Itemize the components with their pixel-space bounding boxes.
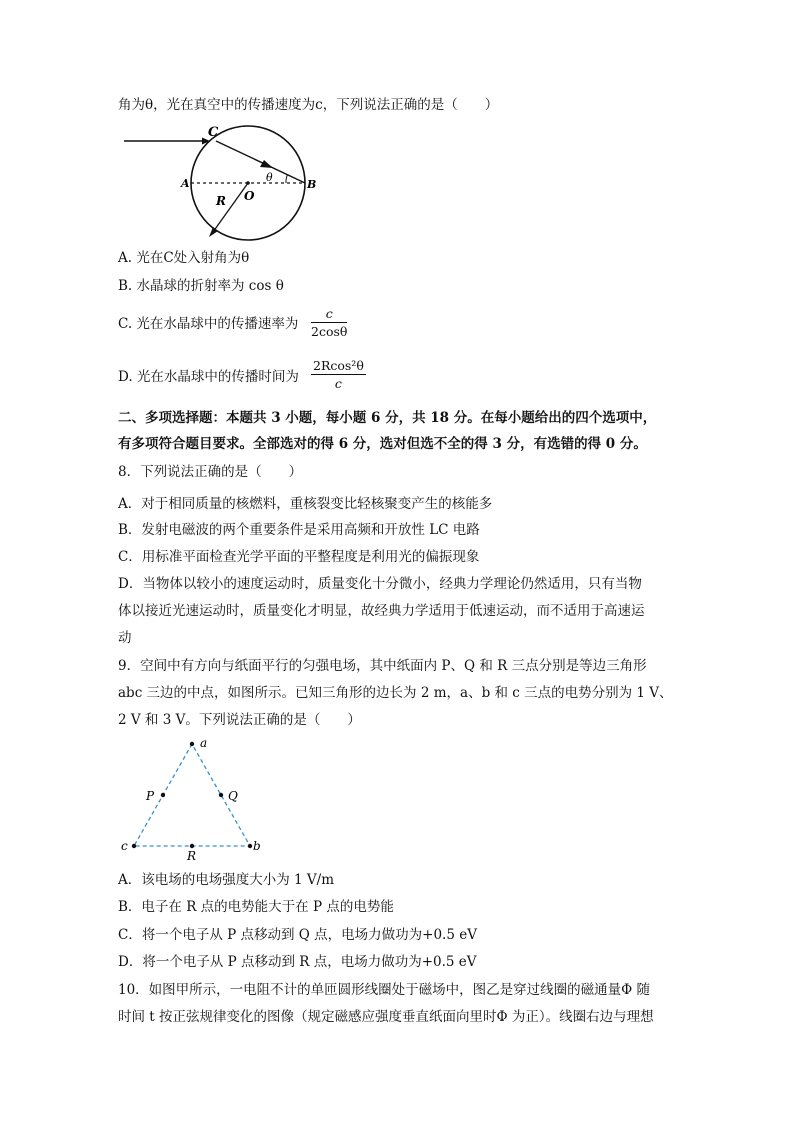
q7-option-D-fraction — [311, 358, 366, 391]
q8-stem: 8．下列说法正确的是（ ） — [118, 464, 303, 480]
label-A: A — [181, 177, 190, 190]
q9-option-C: C．将一个电子从 P 点移动到 Q 点，电场力做功为+0.5 eV — [118, 927, 477, 943]
point-R — [190, 844, 194, 848]
point-a — [190, 742, 194, 746]
q9-option-D: D．将一个电子从 P 点移动到 R 点，电场力做功为+0.5 eV — [118, 954, 477, 970]
point-b — [248, 844, 252, 848]
q8-option-B: B．发射电磁波的两个重要条件是采用高频和开放性 LC 电路 — [118, 522, 480, 538]
q7-D-numerator: 2Rcos²θ — [313, 358, 364, 373]
center-dot — [246, 181, 250, 185]
q7-C-denominator: 2cosθ — [311, 324, 348, 339]
label-C: C — [208, 125, 219, 140]
label-R9: R — [187, 849, 197, 863]
label-P: P — [146, 789, 155, 803]
q10-stem-line1: 10．如图甲所示，一电阻不计的单匝圆形线圈处于磁场中，图乙是穿过线圈的磁通量Φ 随 — [118, 982, 651, 998]
q7-figure — [118, 124, 318, 234]
section2-line2: 有多项符合题目要求。全部选对的得 6 分，选对但选不全的得 3 分，有选错的得 0 分。 — [118, 436, 647, 452]
refracted-arrow-head — [260, 160, 273, 168]
q9-stem-line3: 2 V 和 3 V。下列说法正确的是（ ） — [118, 712, 361, 728]
q8-option-A: A．对于相同质量的核燃料，重核裂变比轻核聚变产生的核能多 — [118, 496, 493, 512]
q10-stem-line2: 时间 t 按正弦规律变化的图像（规定磁感应强度垂直纸面向里时Φ 为正）。线圈右边与理想 — [118, 1009, 654, 1025]
point-P — [161, 793, 165, 797]
theta-arc — [286, 175, 288, 184]
radius-arrow-head — [209, 227, 218, 237]
label-Q: Q — [228, 789, 238, 803]
label-B: B — [307, 178, 317, 191]
label-c: c — [121, 839, 128, 853]
q8-option-D-line2: 体以接近光速运动时，质量变化才明显，故经典力学适用于低速运动，而不适用于高速运 — [118, 603, 645, 619]
q7-option-D — [118, 367, 299, 387]
q7-D-denominator: c — [334, 376, 342, 391]
q8-option-D-line3: 动 — [118, 630, 132, 646]
q7-option-C-fraction — [311, 306, 347, 339]
q8-option-D-line1: D．当物体以较小的速度运动时，质量变化十分微小，经典力学理论仍然适用，只有当物 — [118, 576, 642, 592]
point-Q — [219, 793, 223, 797]
label-R: R — [216, 194, 226, 208]
section2-line1: 二、多项选择题：本题共 3 小题，每小题 6 分，共 18 分。在每小题给出的四个选项中， — [118, 410, 657, 426]
label-O: O — [244, 189, 255, 203]
q7-stem: 角为θ，光在真空中的传播速度为c，下列说法正确的是（ ） — [118, 97, 499, 113]
q9-stem-line1: 9．空间中有方向与纸面平行的匀强电场，其中纸面内 P、Q 和 R 三点分别是等边三角形 — [118, 658, 647, 674]
q9-option-A: A．该电场的电场强度大小为 1 V/m — [118, 872, 335, 888]
label-a: a — [200, 736, 208, 750]
q7-option-C-text: C. 光在水晶球中的传播速率为 — [118, 316, 299, 332]
q7-option-D-text: D. 光在水晶球中的传播时间为 — [118, 369, 299, 385]
q7-option-C — [118, 314, 298, 334]
q7-C-numerator: c — [311, 306, 347, 323]
q9-figure — [118, 736, 268, 861]
q8-option-C: C．用标准平面检查光学平面的平整程度是利用光的偏振现象 — [118, 549, 480, 565]
label-b: b — [253, 839, 261, 853]
point-c — [132, 844, 136, 848]
label-theta: θ — [266, 171, 273, 184]
q9-option-B: B．电子在 R 点的电势能大于在 P 点的电势能 — [118, 899, 394, 915]
q7-option-A: A. 光在C处入射角为θ — [118, 250, 250, 266]
q7-option-B: B. 水晶球的折射率为 cos θ — [118, 278, 284, 294]
q9-stem-line2: abc 三边的中点，如图所示。已知三角形的边长为 2 m，a、b 和 c 三点的电势分别为 1 V、 — [118, 685, 673, 701]
